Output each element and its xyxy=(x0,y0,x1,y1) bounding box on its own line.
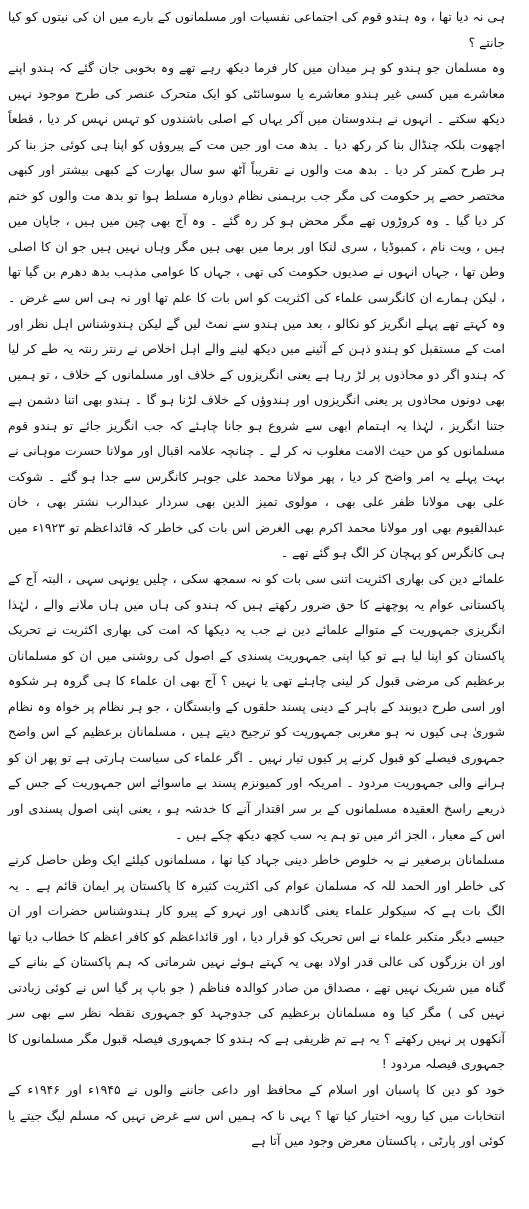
paragraph-3: علمائے دین کی بھاری اکثریت اتنی سی بات کو نہ سمجھ سکی ، چلیں یونہی سہی ، البتہ آج کے پاکستانی عوام یہ پوچھنے کا حق ضرور رکھتے ہیں کہ ہندو کی ہاں میں ہاں ملانے والے ، لہٰذا انگریزی جمہوریت کے متوالے علمائے دین نے جب یہ دیکھا کہ امت کی بھاری اکثریت نے تحریک پاکستان کو اپنا لیا ہے تو کیا اپنی جمہوریت پسندی کے اصول کی روشنی میں ان کو مسلمانان برعظیم کی مرضی قبول کر لینی چاہئے تھی یا نہیں ؟ آج بھی ان علماء کا ہی گروہ ہر شکوہ اور اسی طرح دیوبند کے باہر کے دینی پسند حلقوں کے وابستگان ، جو ہر نظام پر خواہ وہ نظام شوریٰ ہی کیوں نہ ہو مغربی جمہوریت کو ترجیح دیتے ہیں ، مسلمانان برعظیم کے اس واضح جمہوری فیصلے کو قبول کرنے پر کیوں تیار نہیں ۔ اگر علماء کی سیاست ہارتی ہے تو پھر ان کو ہرانے والی جمہوریت مردود ۔ امریکہ اور کمیونزم پسند بے ماسوائے اس جمہوریت کے جس کے ذریعے راسخ العقیدہ مسلمانوں کے بر سر اقتدار آنے کا خدشہ ہو ، یعنی اپنی اصول پسندی اور اس کے معیار ، الجز ائر میں تو ہم یہ سب کچھ دیکھ چکے ہیں ۔ xyxy=(8,571,505,842)
paragraph-2: وہ مسلمان جو ہندو کو ہر میدان میں کار فرما دیکھ رہے تھے وہ بخوبی جان گئے کہ ہندو اپنے معاشرے میں کسی غیر ہندو معاشرے یا سوسائٹی کو ایک متحرک عنصر کی طرح موجود نہیں دیکھ سکتے ۔ انہوں نے ہندوستان میں آکر یہاں کے اصلی باشندوں کو تہس نہس کر دیا ، قطعاً اچھوت بلکہ چنڈال بنا کر رکھ دیا ۔ بدھ مت اور جین مت کے پیروؤں کو اپنا ہی کوئی جز بنا کر ہر طرح کمتر کر دیا ۔ بدھ مت والوں نے تقریباً آٹھ سو سال بھارت کے کبھی بیشتر اور کبھی مختصر حصے پر حکومت کی مگر جب برہمنی نظام دوبارہ مسلط ہوا تو بدھ مت والوں کو ختم کر دیا گیا ۔ وہ کروڑوں تھے مگر محض ہو کر رہ گئے ۔ وہ آج بھی چین میں ہیں ، جاپان میں ہیں ، ویت نام ، کمبوڈیا ، سری لنکا اور برما میں بھی ہیں مگر وہاں نہیں ہیں جو ان کا اصلی وطن تھا ، جہاں انہوں نے صدیوں حکومت کی تھی ، جہاں کا عوامی مذہب بدھ دھرم بن گیا تھا ، لیکن ہمارے ان کانگرسی علماء کی اکثریت کو اس بات کا علم تھا اور نہ ہی اس سے غرض ۔ وہ کہتے تھے پہلے انگریز کو نکالو ، بعد میں ہندو سے نمٹ لیں گے لیکن ہندوشناس اہل نظر اور امت کے مستقبل کو ہندو ذہن کے آئینے میں دیکھ لینے والے اہل اخلاص نے رنتر رنتہ یہ طے کر لیا کہ ہندو اگر دو محاذوں پر لڑ رہا ہے یعنی انگریزوں کے خلاف اور مسلمانوں کے خلاف ، تو ہمیں بھی دونوں محاذوں پر یعنی انگریزوں اور ہندوؤں کے خلاف لڑنا ہو گا ۔ ہندو بھی اتنا دشمن ہے جتنا انگریز ، لہٰذا یہ اہتمام ابھی سے شروع ہو جانا چاہئے کہ جب انگریز جائے تو ہندو قوم مسلمانوں کو من حیث الامت مغلوب نہ کر لے ۔ چنانچہ علامہ اقبال اور مولانا حسرت موہانی نے بہت پہلے یہ امر واضح کر دیا ، پھر مولانا محمد علی جوہر کانگرس سے جدا ہو گئے ۔ شوکت علی بھی مولانا ظفر علی بھی ، مولوی تمیز الدین بھی سردار عبدالرب نشتر بھی ، خان عبدالقیوم بھی اور مولانا محمد اکرم بھی الغرض اس بات کی خاطر کہ قائداعظم تو ۱۹۲۳ء میں ہی کانگرس کو پہچان کر الگ ہو گئے تھے ۔ xyxy=(8,60,505,561)
paragraph-4: مسلمانان برصغیر نے بہ خلوص خاطر دینی جہاد کیا تھا ، مسلمانوں کیلئے ایک وطن حاصل کرنے کی خاطر اور الحمد للہ کہ مسلمان عوام کی اکثریت کثیرہ کا پاکستان پر ایمان قائم ہے ۔ یہ الگ بات ہے کہ سیکولر علماء یعنی گاندھی اور نہرو کے پیرو کار ہندوشناس حضرات اور ان جیسے دیگر متکبر علماء نے اس تحریک کو قرار دیا ، اور قائداعظم کو کافر اعظم کا خطاب دیا تھا اور ان بزرگوں کی عالی قدر اولاد بھی یہ کہتے ہوئے نہیں شرماتی کہ ہم پاکستان کے بنانے کے گناہ میں شریک نہیں تھے ، مصداق من صادر کوالدہ فناظم ( جو باپ پر گیا اس نے کوئی زیادتی نہیں کی ) مگر کیا وہ مسلمانان برعظیم کی جدوجہد کو جمہوری نقطہ نظر سے بھی سر آنکھوں پر نہیں رکھتے ؟ یہ ہے تم ظریفی ہے کہ ہندو کا جمہوری فیصلہ قبول مگر مسلمانوں کا جمہوری فیصلہ مردود ! xyxy=(8,852,505,1072)
paragraph-5: خود کو دین کا پاسبان اور اسلام کے محافظ اور داعی جاننے والوں نے ۱۹۴۵ء اور ۱۹۴۶ء کے انتخابات میں کیا رویہ اختیار کیا تھا ؟ یہی نا کہ ہمیں اس سے غرض نہیں کہ مسلم لیگ جیتے یا کوئی اور پارٹی ، پاکستان معرض وجود میں آتا ہے xyxy=(8,1081,505,1149)
paragraph-1: ہی نہ دیا تھا ، وہ ہندو قوم کی اجتماعی نفسیات اور مسلمانوں کے بارے میں ان کی نیتوں کو کیا جانتے ؟ xyxy=(8,9,505,50)
